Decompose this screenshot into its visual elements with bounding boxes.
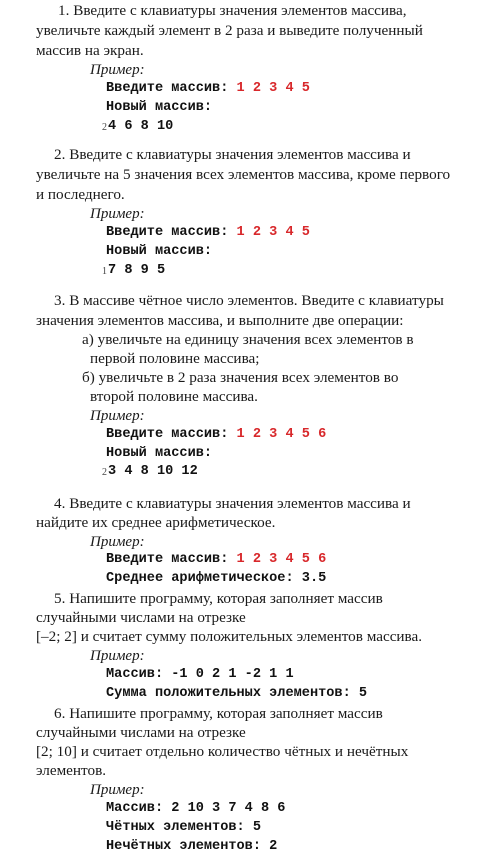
task-3-output-values: 3 4 8 10 12: [108, 464, 198, 479]
task-5-array-line: Массив: -1 0 2 1 -2 1 1: [106, 667, 294, 682]
task-3-line-4: первой половине массива;: [90, 350, 260, 367]
task-3-line-2: значения элементов массива, и выполните две операции:: [36, 312, 404, 329]
task-6-example-label: Пример:: [90, 782, 145, 798]
task-2-line-1: 2. Введите с клавиатуры значения элементов массива и: [54, 146, 411, 163]
task-3-line-1: 3. В массиве чётное число элементов. Введите с клавиатуры: [54, 292, 444, 309]
task-3-output-prefix: 2: [102, 467, 107, 478]
task-3-line-6: второй половине массива.: [90, 388, 258, 405]
task-2-output-label: Новый массив:: [106, 244, 213, 259]
task-1-line-2: увеличьте каждый элемент в 2 раза и выведите полученный: [36, 22, 423, 39]
task-6-line-1: 6. Напишите программу, которая заполняет массив: [54, 705, 383, 722]
task-3-input-label: Введите массив:: [106, 427, 229, 442]
task-1-output-prefix: 2: [102, 122, 107, 133]
task-2-input-label: Введите массив:: [106, 225, 229, 240]
task-5-line-1: 5. Напишите программу, которая заполняет массив: [54, 590, 383, 607]
task-5-result-line: Сумма положительных элементов: 5: [106, 686, 368, 701]
task-2-line-3: и последнего.: [36, 186, 125, 203]
task-1-input-values: 1 2 3 4 5: [236, 81, 310, 96]
task-3-line-3: а) увеличьте на единицу значения всех элементов в: [82, 331, 414, 348]
task-6-array-line: Массив: 2 10 3 7 4 8 6: [106, 801, 286, 816]
task-2-line-2: увеличьте на 5 значения всех элементов массива, кроме первого: [36, 166, 451, 183]
task-1-output-values: 4 6 8 10: [108, 119, 174, 134]
task-4-input-label: Введите массив:: [106, 552, 229, 567]
task-3-example-label: Пример:: [90, 408, 145, 424]
task-1-input-line: [106, 80, 310, 98]
task-1-line-1: 1. Введите с клавиатуры значения элементов массива,: [58, 2, 407, 19]
task-3-input-values: 1 2 3 4 5 6: [236, 427, 327, 442]
task-4-result-line: Среднее арифметическое: 3.5: [106, 571, 327, 586]
task-2-output-line: [102, 262, 165, 281]
task-6-line-4: элементов.: [36, 762, 107, 779]
task-2-output-prefix: 1: [102, 266, 107, 277]
task-6-odd-line: Нечётных элементов: 2: [106, 839, 278, 854]
task-4-input-values: 1 2 3 4 5 6: [236, 552, 327, 567]
task-1-input-label: Введите массив:: [106, 81, 229, 96]
task-3-output-label: Новый массив:: [106, 446, 213, 461]
task-4-input-line: [106, 551, 326, 569]
task-1-line-3: массив на экран.: [36, 42, 144, 59]
task-3-line-5: б) увеличьте в 2 раза значения всех элементов во: [82, 369, 399, 386]
task-3-input-line: [106, 426, 326, 444]
task-2-example-label: Пример:: [90, 206, 145, 222]
task-5-line-3: [–2; 2] и считает сумму положительных элементов массива.: [36, 628, 423, 645]
task-1-example-label: Пример:: [90, 62, 145, 78]
task-2-input-values: 1 2 3 4 5: [236, 225, 310, 240]
task-4-line-2: найдите их среднее арифметическое.: [36, 514, 276, 531]
task-4-line-1: 4. Введите с клавиатуры значения элементов массива и: [54, 495, 411, 512]
task-4-example-label: Пример:: [90, 534, 145, 550]
task-6-line-3: [2; 10] и считает отдельно количество чётных и нечётных: [36, 743, 409, 760]
task-2-input-line: [106, 224, 310, 242]
task-6-even-line: Чётных элементов: 5: [106, 820, 261, 835]
task-5-example-label: Пример:: [90, 648, 145, 664]
task-5-line-2: случайными числами на отрезке: [36, 609, 246, 626]
task-1-output-line: [102, 118, 173, 137]
task-2-output-values: 7 8 9 5: [108, 263, 166, 278]
task-6-line-2: случайными числами на отрезке: [36, 724, 246, 741]
task-3-output-line: [102, 463, 198, 482]
task-1-output-label: Новый массив:: [106, 100, 213, 115]
